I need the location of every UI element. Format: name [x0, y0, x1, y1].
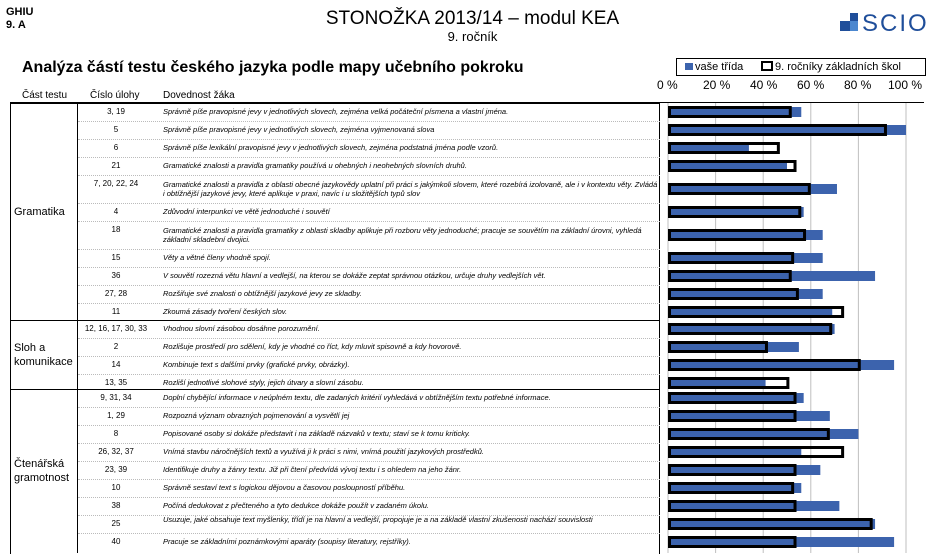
school-name: GHIU	[6, 6, 34, 18]
skill-description: Gramatické znalosti a pravidla gramatiky z oblasti skladby aplikuje při rozboru věty jednoduché; pracuje se souvětím na základní úrovni, vyhledá základní skladební dvojici.	[163, 225, 642, 244]
task-number: 13, 35	[104, 378, 128, 387]
task-number: 27, 28	[104, 289, 128, 298]
skill-description: Vnímá stavbu náročnějších textů a využívá ji k práci s nimi, vnímá použití jazykových prostředků.	[163, 447, 484, 457]
task-number: 6	[113, 143, 119, 152]
task-number: 2	[113, 342, 119, 351]
skill-description: Rozpozná význam obrazných pojmenování a vysvětlí jej	[163, 411, 350, 421]
skill-description: Zkoumá zásady tvoření českých slov.	[163, 307, 288, 317]
task-number: 23, 39	[104, 465, 128, 474]
skill-description: Popisované osoby si dokáže představit i na základě názvaků v textu; staví se k tomu kriticky.	[163, 429, 471, 439]
skill-description: Správně píše pravopisné jevy v jednotlivých slovech, zejména velká počáteční písmena a vlastní jména.	[163, 107, 509, 117]
x-tick-label: 80 %	[844, 78, 872, 92]
task-number: 15	[111, 253, 121, 262]
skill-description: Správně sestaví text s logickou dějovou a časovou posloupností příběhu.	[163, 483, 406, 493]
x-tick-label: 0 %	[657, 78, 678, 92]
legend-label-schools: 9. ročníky základních škol	[775, 61, 901, 73]
page-title: STONOŽKA 2013/14 – modul KEA	[325, 8, 620, 29]
skill-description: Pracuje se základními poznámkovými aparáty (soupisy literatury, rejstříky).	[163, 537, 411, 547]
page-subtitle: 9. ročník	[447, 29, 498, 44]
section-label: Sloh a komunikace	[14, 341, 73, 368]
skill-description: Kombinuje text s dalšími prvky (grafické prvky, obrázky).	[163, 360, 350, 370]
task-number: 36	[111, 271, 121, 280]
column-header-part: Část testu	[22, 90, 68, 101]
skill-description: Rozliší jednotlivé slohové styly, jejich útvary a slovní zásobu.	[163, 378, 364, 388]
chart-heading: Analýza částí testu českého jazyka podle mapy učebního pokroku	[22, 59, 524, 76]
skill-description: Správně píše pravopisné jevy v jednotlivých slovech, zejména vyjmenovaná slova	[163, 125, 435, 135]
task-number: 12, 16, 17, 30, 33	[84, 324, 148, 333]
task-number: 21	[111, 161, 121, 170]
logo-text: SCIO	[862, 10, 929, 37]
task-number: 7, 20, 22, 24	[93, 179, 139, 188]
task-number: 14	[111, 360, 121, 369]
skill-description: Rozlišuje prostředí pro sdělení, kdy je vhodné co říct, kdy mluvit spisovně a kdy hovorově.	[163, 342, 462, 352]
x-tick-label: 100 %	[888, 78, 923, 92]
skill-description: Gramatické znalosti a pravidla z oblasti obecné jazykovědy uplatní při práci s jakýmkoli slovem, které rozebírá izolovaně, ale i v kontextu věty. Zvládá i obtížnější jazykové jevy, které aplikuje v praxi, navíc i u složitějších typů slov	[163, 179, 658, 198]
section-label: Gramatika	[14, 205, 65, 218]
skill-description: Doplní chybějící informace v neúplném textu, dle zadaných kritérií vyhledává v obtížnějším textu potřebné informace.	[163, 393, 551, 403]
skill-description: Věty a větné členy vhodně spojí.	[163, 253, 271, 263]
skill-description: Rozšiřuje své znalosti o obtížnější jazykové jevy ze skladby.	[163, 289, 362, 299]
task-number: 9, 31, 34	[100, 393, 132, 402]
skill-description: Vhodnou slovní zásobou dosáhne porozumění.	[163, 324, 320, 334]
section-label: Čtenářská gramotnost	[14, 458, 70, 484]
legend-label-class: vaše třída	[695, 61, 744, 73]
task-number: 3, 19	[107, 107, 125, 116]
column-header-tasks: Číslo úlohy	[90, 90, 140, 101]
column-header-skill: Dovednost žáka	[163, 90, 235, 101]
task-number: 10	[111, 483, 121, 492]
skill-description: Správně píše lexikální pravopisné jevy v jednotlivých slovech, zejména podstatná jména podle vzorů.	[163, 143, 499, 153]
skill-description: V souvětí rozezná větu hlavní a vedlejší, na kterou se dokáže zeptat správnou otázkou, určuje druhy vedlejších vět.	[163, 271, 546, 281]
class-name: 9. A	[6, 19, 26, 31]
task-number: 18	[111, 225, 121, 234]
task-number: 8	[113, 429, 119, 438]
x-tick-label: 60 %	[797, 78, 825, 92]
skill-description: Gramatické znalosti a pravidla gramatiky používá u ohebných i neohebných slovních druhů.	[163, 161, 467, 171]
task-number: 5	[113, 125, 119, 134]
skill-description: Počíná dedukovat z přečteného a tyto dedukce dokáže použít v zadaném úkolu.	[163, 501, 430, 511]
task-number: 4	[113, 207, 119, 216]
x-tick-label: 20 %	[703, 78, 731, 92]
x-tick-label: 40 %	[750, 78, 778, 92]
skill-description: Identifikuje druhy a žánry textu. Již při čtení předvídá vývoj textu i s ohledem na jeho žánr.	[163, 465, 462, 475]
task-number: 38	[111, 501, 121, 510]
skill-description: Usuzuje, jaké obsahuje text myšlenky, třídí je na hlavní a vedlejší, propojuje je a na základě vlastní zkušenosti nachází souvislosti	[163, 514, 593, 524]
task-number: 11	[111, 307, 121, 316]
task-number: 25	[111, 519, 121, 528]
task-number: 26, 32, 37	[98, 447, 134, 456]
task-number: 40	[111, 537, 121, 546]
task-number: 1, 29	[107, 411, 125, 420]
skill-description: Zdůvodní interpunkci ve větě jednoduché i souvětí	[163, 207, 330, 217]
